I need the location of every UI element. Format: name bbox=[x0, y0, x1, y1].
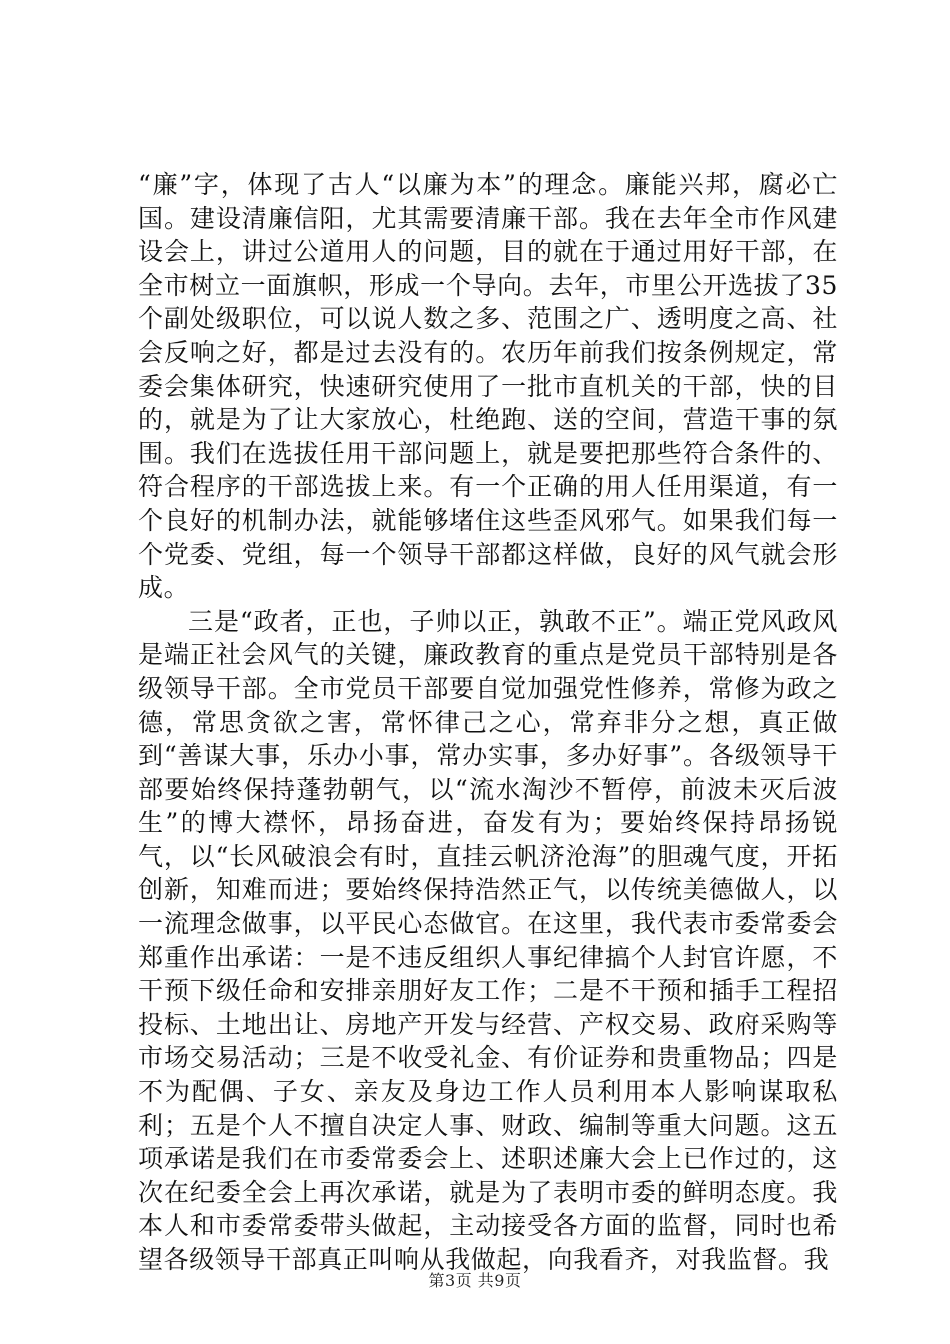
document-body bbox=[138, 168, 838, 1277]
page-footer: 第3页 共9页 bbox=[428, 1271, 522, 1290]
paragraph-2: 三是“政者，正也，子帅以正，孰敢不正”。端正党风政风是端正社会风气的关键，廉政教育的重点是党员干部特别是各级领导干部。全市党员干部要自觉加强党性修养，常修为政之德，常思贪欲之害，常怀律己之心，常弃非分之想，真正做到“善谋大事，乐办小事，常办实事，多办好事”。各级领导干部要始终保持蓬勃朝气，以“流水淘沙不暂停，前波未灭后波生”的博大襟怀，昂扬奋进，奋发有为；要始终保持昂扬锐气，以“长风破浪会有时，直挂云帆济沧海”的胆魂气度，开拓创新，知难而进；要始终保持浩然正气，以传统美德做人，以一流理念做事，以平民心态做官。在这里，我代表市委常委会郑重作出承诺：一是不违反组织人事纪律搞个人封官许愿，不干预下级任命和安排亲朋好友工作；二是不干预和插手工程招投标、土地出让、房地产开发与经营、产权交易、政府采购等市场交易活动；三是不收受礼金、有价证券和贵重物品；四是不为配偶、子女、亲友及身边工作人员利用本人影响谋取私利；五是个人不擅自决定人事、财政、编制等重大问题。这五项承诺是我们在市委常委会上、述职述廉大会上已作过的，这次在纪委全会上再次承诺，就是为了表明市委的鲜明态度。我本人和市委常委带头做起，主动接受各方面的监督，同时也希望各级领导干部真正叫响从我做起，向我看齐，对我监督。我 bbox=[138, 606, 838, 1274]
paragraph-1: “廉”字，体现了古人“以廉为本”的理念。廉能兴邦，腐必亡国。建设清廉信阳，尤其需要清廉干部。我在去年全市作风建设会上，讲过公道用人的问题，目的就在于通过用好干部，在全市树立一面旗帜，形成一个导向。去年，市里公开选拔了35个副处级职位，可以说人数之多、范围之广、透明度之高、社会反响之好，都是过去没有的。农历年前我们按条例规定，常委会集体研究，快速研究使用了一批市直机关的干部，快的目的，就是为了让大家放心，杜绝跑、送的空间，营造干事的氛围。我们在选拔任用干部问题上，就是要把那些符合条件的、符合程序的干部选拔上来。有一个正确的用人任用渠道，有一个良好的机制办法，就能够堵住这些歪风邪气。如果我们每一个党委、党组，每一个领导干部都这样做，良好的风气就会形成。 bbox=[138, 170, 838, 603]
